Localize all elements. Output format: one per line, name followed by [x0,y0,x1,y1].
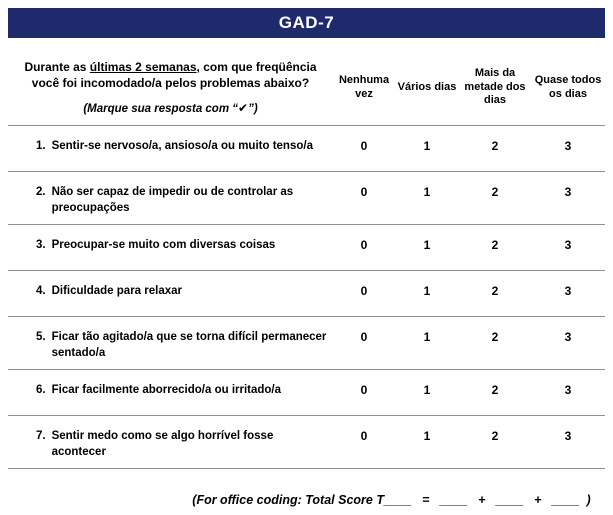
item-question [8,271,333,308]
item4-score-1[interactable]: 1 [423,284,431,299]
item7-score-3[interactable]: 3 [564,429,572,444]
item2-score-0[interactable]: 0 [360,185,368,200]
office-coding-footer: (For office coding: Total Score T____ = ____ + ____ + ____ ) [192,493,591,508]
item-row-6 [8,369,605,415]
item-number: 4. [36,285,46,298]
item-number: 1. [36,140,46,153]
checkmark-icon: ✔ [238,101,249,116]
instructions-block [8,60,333,115]
item-number: 5. [36,331,46,344]
item6-score-1[interactable]: 1 [423,383,431,398]
item4-score-3[interactable]: 3 [564,284,572,299]
item2-score-3[interactable]: 3 [564,185,572,200]
instruction-text [18,60,323,91]
item3-score-2[interactable]: 2 [491,238,499,253]
item-text: Dificuldade para relaxar [51,285,182,298]
item-number: 2. [36,186,46,199]
col-header-mais-da-metade: Mais da metade dos dias [464,66,526,107]
item2-score-1[interactable]: 1 [423,185,431,200]
item-text: Sentir medo como se algo horrível fosse acontecer [51,430,274,458]
item1-score-2[interactable]: 2 [491,139,499,154]
item4-score-2[interactable]: 2 [491,284,499,299]
item-text: Preocupar-se muito com diversas coisas [51,239,276,252]
item4-score-0[interactable]: 0 [360,284,368,299]
item-question [8,370,333,407]
col-header-nenhuma-vez: Nenhuma vez [338,73,390,100]
item5-score-0[interactable]: 0 [360,330,368,345]
item3-score-0[interactable]: 0 [360,238,368,253]
item7-score-1[interactable]: 1 [423,429,431,444]
item-question [8,126,333,163]
form-title: GAD-7 [278,13,335,32]
note-prefix: (Marque sua resposta com “ [83,103,238,116]
item3-score-3[interactable]: 3 [564,238,572,253]
form-title-bar [8,8,605,38]
item1-score-0[interactable]: 0 [360,139,368,154]
col-header-quase-todos: Quase todos os dias [534,73,602,100]
instruction-suffix: , com que freqüência você foi incomodado/a pelos problemas abaixo? [31,60,317,90]
mark-answer-note [18,101,323,115]
item6-score-0[interactable]: 0 [360,383,368,398]
item-row-7 [8,415,605,468]
item-text: Não ser capaz de impedir ou de controlar as preocupações [51,186,294,214]
item5-score-2[interactable]: 2 [491,330,499,345]
item-question [8,317,333,369]
item-row-3 [8,224,605,270]
item-number: 3. [36,239,46,252]
col-header-varios-dias: Vários dias [397,80,457,93]
item-row-5 [8,316,605,369]
item-row-1 [8,125,605,171]
item6-score-3[interactable]: 3 [564,383,572,398]
item7-score-2[interactable]: 2 [491,429,499,444]
item-question [8,416,333,468]
item-question [8,225,333,262]
item-row-4 [8,270,605,316]
questionnaire-table [8,54,605,469]
item1-score-3[interactable]: 3 [564,139,572,154]
item-number: 7. [36,430,46,443]
instruction-underlined: últimas 2 semanas [89,60,197,74]
item3-score-1[interactable]: 1 [423,238,431,253]
table-header-row [8,54,605,125]
item1-score-1[interactable]: 1 [423,139,431,154]
item6-score-2[interactable]: 2 [491,383,499,398]
item7-score-0[interactable]: 0 [360,429,368,444]
item-question [8,172,333,224]
instruction-prefix: Durante as [24,60,90,74]
item5-score-3[interactable]: 3 [564,330,572,345]
item-number: 6. [36,384,46,397]
item-text: Ficar facilmente aborrecido/a ou irritado/a [51,384,282,397]
item2-score-2[interactable]: 2 [491,185,499,200]
item5-score-1[interactable]: 1 [423,330,431,345]
item-row-2 [8,171,605,224]
item-text: Sentir-se nervoso/a, ansioso/a ou muito tenso/a [51,140,313,153]
item-text: Ficar tão agitado/a que se torna difícil permanecer sentado/a [51,331,327,359]
note-suffix: ”) [248,103,258,116]
